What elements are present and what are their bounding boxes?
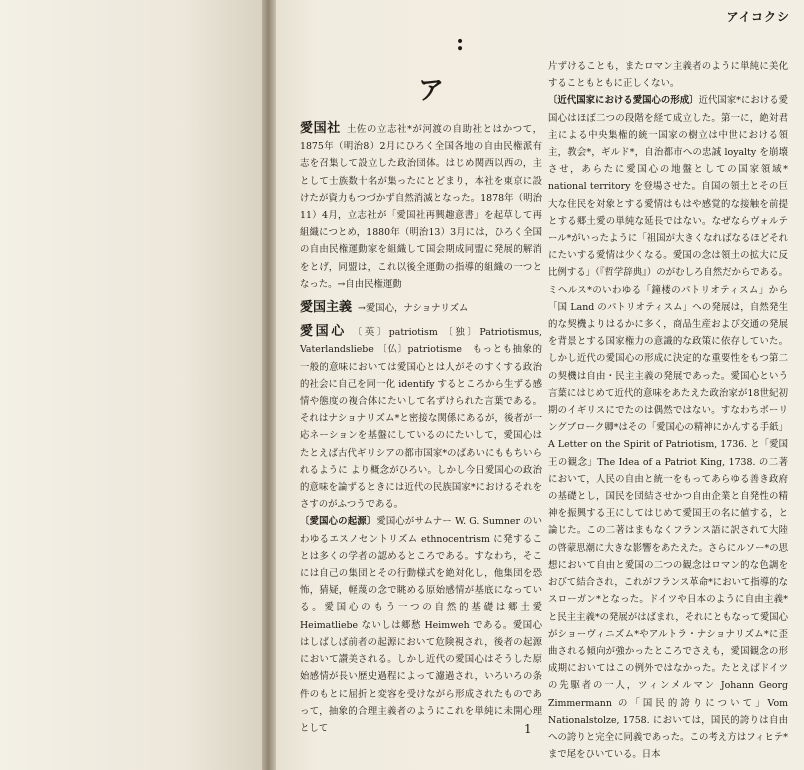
section-colon-mark: : — [456, 30, 465, 56]
subsection-heading: 〔愛国心の起源〕 — [300, 516, 377, 528]
subsection-modern-state — [548, 92, 788, 763]
subsection-heading: 〔近代国家における愛国心の形成〕 — [548, 95, 699, 107]
left-column — [300, 42, 542, 737]
section-letter: ア — [418, 76, 445, 106]
right-column — [548, 58, 788, 763]
facing-page-left — [0, 0, 262, 770]
entry-headword: 愛国心 — [300, 324, 347, 340]
entry-headword: 愛国社 — [300, 121, 341, 136]
dictionary-page — [276, 0, 804, 770]
subsection-text: 近代国家*における愛国心はほぼ二つの段階を経て成立した。第一に，絶対君主による中央集権的統一国家の樹立は中世における領主，教会*，ギルド*，自治都市への忠誠 loyalty を崩壊させ，あらたに愛国心の地盤としての国家領域* national territory を登場させた。自国の領土とその巨大な住民を対象とする愛情はもはや感覚的な接触を前提とする郷土愛の単純な延長ではない。なぜならヴォルテール*がいったように「祖国が大きくなればなるほどそれにたいする愛情は少くなる。愛国の念は領土の拡大に反比例する」（『哲学辞典』）のがむしろ自然だからである。ミヘルス*のいわゆる「鐘楼のパトリオティスム」から「国 Land のパトリオティスム」への発展は，自然発生的な契機よりはるかに多く，商品生産および交通の発展を背景とする国家権力の意識的な政策に依存していた。しかし近代の愛国心の形成に決定的な重要性をもつ第二の契機は自由・民主主義の発展であった。愛国心という言葉にはじめて近代的意味をあたえた政治家が18世紀初期のイギリスにでたのは偶然ではない。すなわちボーリングブローク卿*はその「愛国心の精神にかんする手紙」A Letter on the Spirit of Patriotism, 1736. と「愛国王の観念」The Idea of a Patriot King, 1738. の二著において，人民の自由と統一をもってあらゆる善き政府の基礎とし，国民を団結させかつ自由企業と自発性の精神を振興する王にしてはじめて愛国王の名に値する，と論じた。この二著はまもなくフランス語に訳されて大陸の啓蒙思潮に大きな影響をあたえた。さらにルソー*の思想において自由と愛国の二つの観念はロマン的な色調をおびて結合され，これがフランス革命*において指導的なスローガン*となった。ドイツや日本のように自由主義*と民主主義*の発展がはばまれ，それにともなって愛国心がショーヴィニズム*やアルトラ・ナショナリズム*に歪曲される傾向が強かったところでさえも，愛国観念の形成期においてはこの例外ではなかった。たとえばドイツの先駆者の一人，ツィンメルマン Johann Georg Zimmermann の「国民的誇りについて」Vom Nationalstolze, 1758. においては，国民的誇りは自由への誇りと完全に同義であった。この考え方はフィヒテ*まで尾をひいている。日本 — [548, 95, 788, 761]
entry-text: →愛国心，ナショナリズム — [358, 303, 469, 315]
entry-aikokushin — [300, 323, 542, 513]
running-head: アイコクシ — [726, 10, 790, 24]
entry-text: 土佐の立志社*が河渡の自助社とはかつて，1875年（明治8）2月にひろく全国各地の自由民権派有志を召集して設立した政治団体。はじめ関西以西の，主として士族数十名が集ったにとどまり，本社を東京に設けたが資力もつづかず自然消滅となった。1878年（明治11）4月，立志社が「愛国社再興趣意書」を起草して再組織につとめ，1880年（明治13）3月には，ひろく全国の自由民権運動家を組織して国会期成同盟に発展的解消をとげ，同盟は，これ以後全運動の指導的組織の一つとなった。→自由民権運動 — [300, 124, 542, 290]
entry-aikokushugi — [300, 299, 542, 317]
entry-aikokusha — [300, 120, 542, 293]
subsection-text: 愛国心がサムナー W. G. Sumner のいわゆるエスノセントリズム ethnocentrism に発することは多くの学者の認めるところである。すなわち，そこには自己の集団とその行動様式を絶対化し，他集団を恐怖，猜疑，軽蔑の念で眺める原始感情が基底になっている。愛国心のもう一つの自然的基礎は郷土愛 Heimatliebe ないしは郷愁 Heimweh である。愛国心はしばしば前者の起源において危険視され，後者の起源において讃美される。しかし近代の愛国心はそうした原始感情が長い歴史過程によって濾過され，いろいろの条件のもとに屈折と変容を受けながら形成されたものであって，抽象的合理主義者のようにこれを単純に未開心理として — [300, 516, 542, 734]
subsection-origin — [300, 513, 542, 737]
page-number: 1 — [524, 722, 532, 736]
continued-paragraph: 片ずけることも，またロマン主義者のように単純に美化することもともに正しくない。 — [548, 61, 788, 90]
entry-text: 〔英〕patriotism 〔独〕Patriotismus, Vaterlandsliebe 〔仏〕patriotisme もっとも抽象的一般的意味においては愛国心とは人がそのすくする政治的社会に自己を同一化 identify するところから生ずる感情や態度の複合体にたいして名ずけられた言葉である。それはナショナリズム*と密接な関係にあるが，後者が一応ネーションを基盤にしているのにたいして，愛国心はたとえば古代ギリシアの都市国家*のばあいにももちいられるように より概念がひろい。しかし今日愛国心の政治的意味を論ずるときには近代の民族国家*におけるそれをさすのがふつうである。 — [300, 327, 542, 511]
book-gutter — [262, 0, 276, 770]
entry-headword: 愛国主義 — [300, 300, 353, 316]
